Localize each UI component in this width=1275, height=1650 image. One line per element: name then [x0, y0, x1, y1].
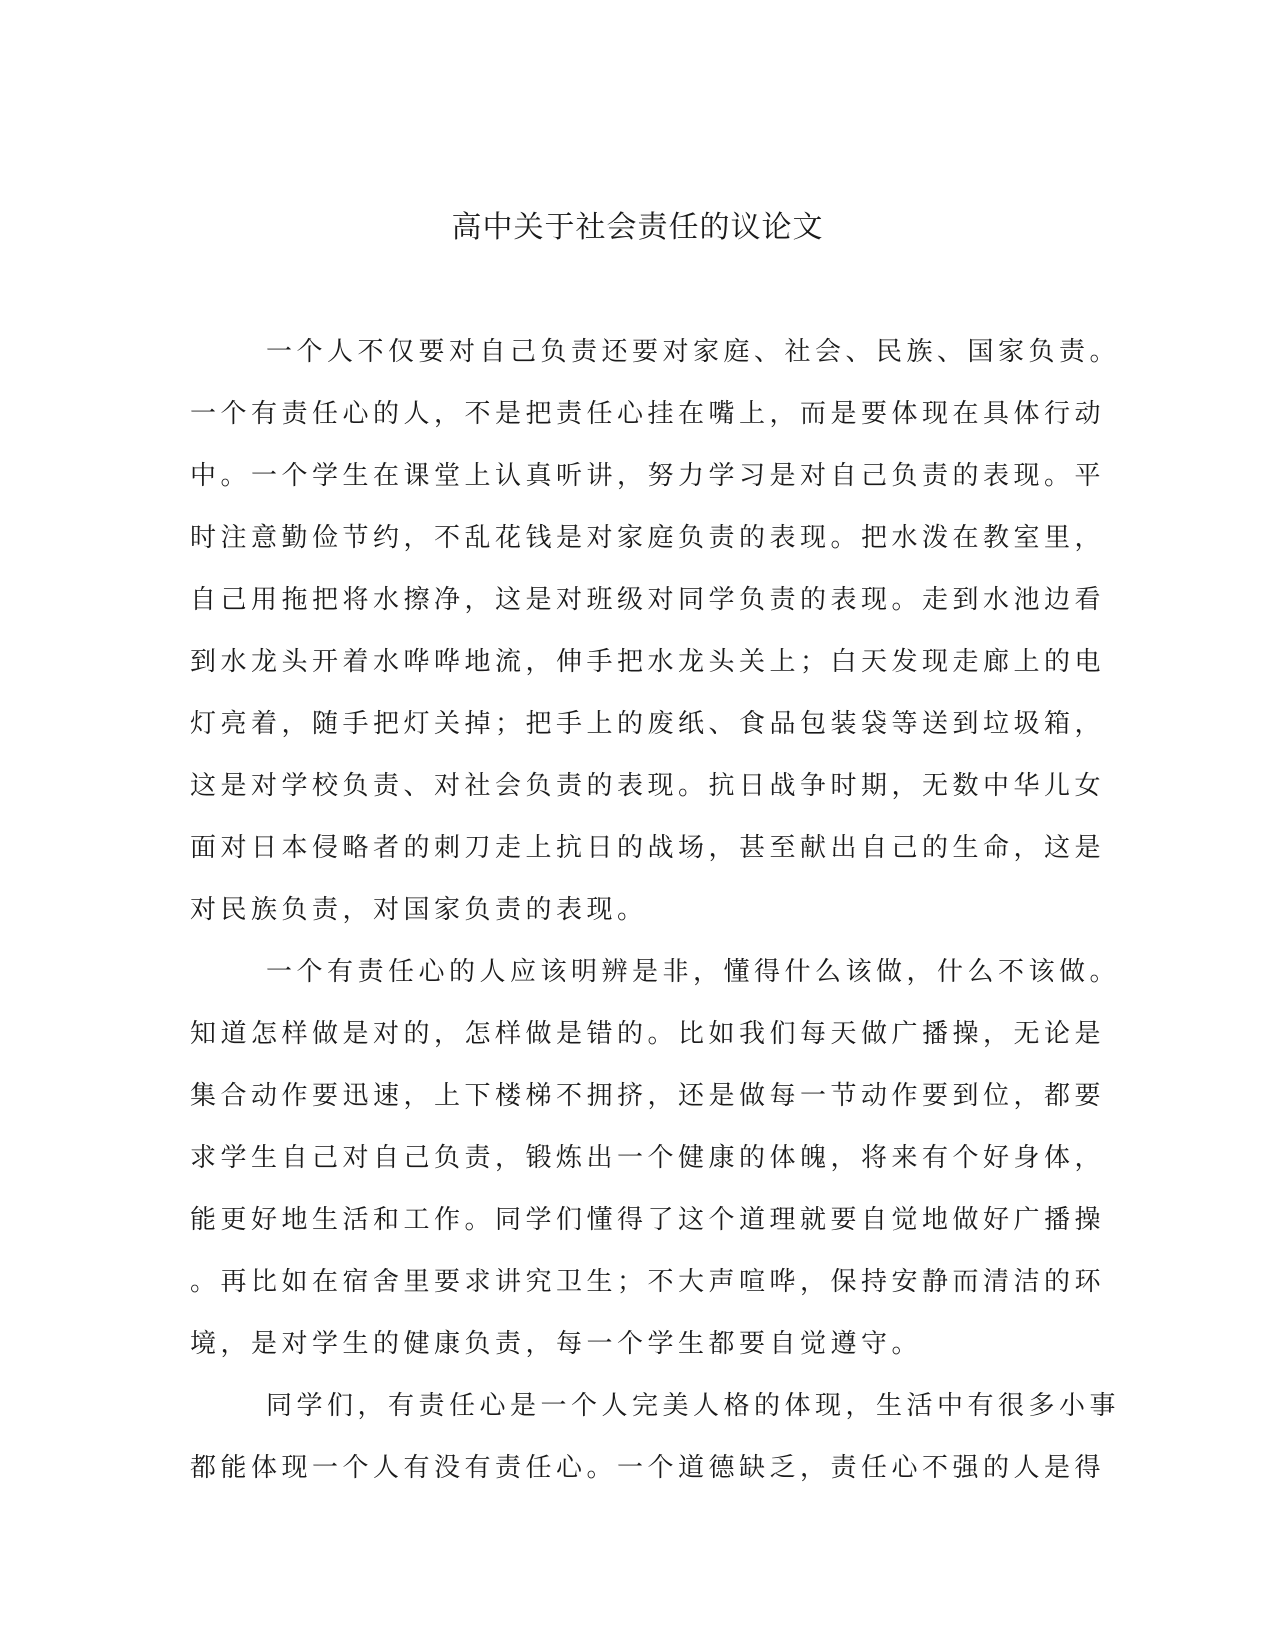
document-title: 高中关于社会责任的议论文 [451, 210, 824, 245]
text-line: 境，是对学生的健康负责，每一个学生都要自觉遵守。 [190, 1329, 923, 1359]
text-line: 这是对学校负责、对社会负责的表现。抗日战争时期，无数中华儿女 [190, 771, 1106, 801]
text-line: 到水龙头开着水哗哗地流，伸手把水龙头关上；白天发现走廊上的电 [190, 647, 1106, 677]
text-line: 自己用拖把将水擦净，这是对班级对同学负责的表现。走到水池边看 [190, 585, 1106, 615]
text-line: 。再比如在宿舍里要求讲究卫生；不大声喧哗，保持安静而清洁的环 [190, 1267, 1106, 1297]
text-line: 灯亮着，随手把灯关掉；把手上的废纸、食品包装袋等送到垃圾箱， [190, 709, 1106, 739]
text-line: 面对日本侵略者的刺刀走上抗日的战场，甚至献出自己的生命，这是 [190, 833, 1106, 863]
text-line: 时注意勤俭节约，不乱花钱是对家庭负责的表现。把水泼在教室里， [190, 523, 1106, 553]
text-line: 同学们，有责任心是一个人完美人格的体现，生活中有很多小事 [266, 1391, 1121, 1421]
text-line: 中。一个学生在课堂上认真听讲，努力学习是对自己负责的表现。平 [190, 461, 1106, 491]
text-line: 一个有责任心的人应该明辨是非，懂得什么该做，什么不该做。 [266, 957, 1121, 987]
text-line: 都能体现一个人有没有责任心。一个道德缺乏，责任心不强的人是得 [190, 1453, 1106, 1483]
text-line: 一个有责任心的人，不是把责任心挂在嘴上，而是要体现在具体行动 [190, 399, 1106, 429]
text-line: 求学生自己对自己负责，锻炼出一个健康的体魄，将来有个好身体， [190, 1143, 1106, 1173]
text-line: 集合动作要迅速，上下楼梯不拥挤，还是做每一节动作要到位，都要 [190, 1081, 1106, 1111]
text-line: 一个人不仅要对自己负责还要对家庭、社会、民族、国家负责。 [266, 337, 1121, 367]
text-line: 对民族负责，对国家负责的表现。 [190, 895, 648, 925]
text-line: 知道怎样做是对的，怎样做是错的。比如我们每天做广播操，无论是 [190, 1019, 1106, 1049]
document-body [190, 332, 1121, 1510]
text-line: 能更好地生活和工作。同学们懂得了这个道理就要自觉地做好广播操 [190, 1205, 1106, 1235]
